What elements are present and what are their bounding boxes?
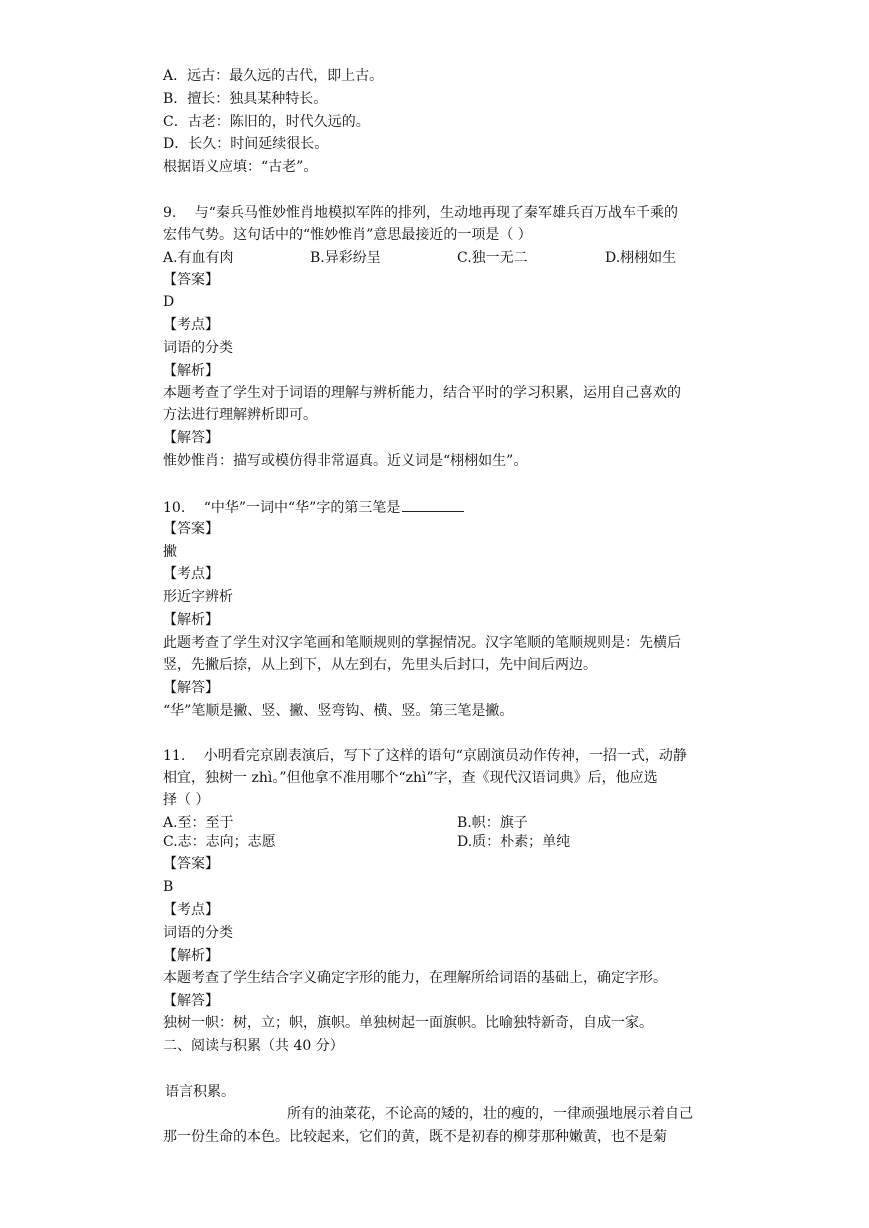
section2-heading: 二、阅读与积累（共 40 分） (163, 1038, 344, 1054)
q10-answer: 撇 (163, 544, 177, 560)
q9-answer-label: 【答案】 (163, 272, 219, 288)
q9-solution-label: 【解答】 (163, 430, 219, 446)
q11-stem-line2: 相宜，独树一 zhì。”但他拿不准用哪个“zhì”字，查《现代汉语词典》后，他应选 (163, 770, 658, 786)
q9-point: 词语的分类 (163, 340, 233, 356)
intro-line-d: D．长久：时间延续很长。 (163, 136, 329, 152)
q9-option-a: A.有血有肉 (163, 250, 234, 266)
intro-line-c: C．古老：陈旧的，时代久远的。 (163, 114, 370, 130)
q11-option-c: C.志：志向；志愿 (163, 834, 276, 850)
q10-stem-text: 10. “中华”一词中“华”字的第三笔是 (163, 500, 401, 516)
q11-stem-line1: 11. 小明看完京剧表演后，写下了这样的语句“京剧演员动作传神，一招一式，动静 (163, 748, 687, 764)
section2-para-line1: 所有的油菜花，不论高的矮的，壮的瘦的，一律顽强地展示着自己 (287, 1106, 693, 1122)
q11-solution-label: 【解答】 (163, 993, 219, 1009)
q11-answer-label: 【答案】 (163, 856, 219, 872)
q10-point: 形近字辨析 (163, 589, 233, 605)
q11-stem-line3: 择（ ） (163, 792, 210, 808)
q11-solution: 独树一帜：树，立；帜，旗帜。单独树起一面旗帜。比喻独特新奇，自成一家。 (163, 1015, 653, 1031)
q10-solution-label: 【解答】 (163, 680, 219, 696)
q10-blank (402, 497, 464, 512)
q10-solution: “华”笔顺是撇、竖、撇、竖弯钩、横、竖。第三笔是撇。 (163, 703, 514, 719)
q9-option-c: C.独一无二 (457, 250, 528, 266)
intro-conclusion: 根据语义应填：“古老”。 (163, 159, 318, 175)
q9-stem-line2: 宏伟气势。这句话中的“惟妙惟肖”意思最接近的一项是（ ） (163, 227, 532, 243)
q9-solution: 惟妙惟肖：描写或模仿得非常逼真。近义词是“栩栩如生”。 (163, 453, 528, 469)
intro-line-a: A．远古：最久远的古代，即上古。 (163, 68, 384, 84)
q10-analysis-label: 【解析】 (163, 612, 219, 628)
q9-stem-line1: 9. 与“秦兵马惟妙惟肖地模拟军阵的排列，生动地再现了秦军雄兵百万战车千乘的 (163, 205, 678, 221)
q10-analysis-line1: 此题考查了学生对汉字笔画和笔顺规则的掌握情况。汉字笔顺的笔顺规则是：先横后 (163, 635, 681, 651)
q9-analysis-line2: 方法进行理解辨析即可。 (163, 407, 317, 423)
intro-line-b: B．擅长：独具某种特长。 (163, 91, 328, 107)
q11-option-a: A.至：至于 (163, 815, 234, 831)
q9-answer: D (163, 294, 175, 310)
q10-stem (163, 497, 464, 517)
q10-analysis-line2: 竖，先撇后捺，从上到下，从左到右，先里头后封口，先中间后两边。 (163, 657, 597, 673)
q11-option-b: B.帜：旗子 (457, 815, 528, 831)
q11-analysis-label: 【解析】 (163, 948, 219, 964)
q9-option-d: D.栩栩如生 (605, 250, 677, 266)
q9-point-label: 【考点】 (163, 317, 219, 333)
q9-analysis-line1: 本题考查了学生对于词语的理解与辨析能力，结合平时的学习积累，运用自己喜欢的 (163, 385, 681, 401)
q10-answer-label: 【答案】 (163, 521, 219, 537)
q11-point: 词语的分类 (163, 925, 233, 941)
section2-para-line2: 那一份生命的本色。比较起来，它们的黄，既不是初春的柳芽那种嫩黄，也不是菊 (163, 1129, 667, 1145)
section2-subheading: 语言积累。 (165, 1084, 235, 1100)
q9-analysis-label: 【解析】 (163, 363, 219, 379)
q10-point-label: 【考点】 (163, 566, 219, 582)
q11-analysis: 本题考查了学生结合字义确定字形的能力，在理解所给词语的基础上，确定字形。 (163, 970, 667, 986)
q11-option-d: D.质：朴素；单纯 (457, 834, 571, 850)
q11-point-label: 【考点】 (163, 902, 219, 918)
q9-option-b: B.异彩纷呈 (310, 250, 381, 266)
q11-answer: B (163, 879, 174, 895)
